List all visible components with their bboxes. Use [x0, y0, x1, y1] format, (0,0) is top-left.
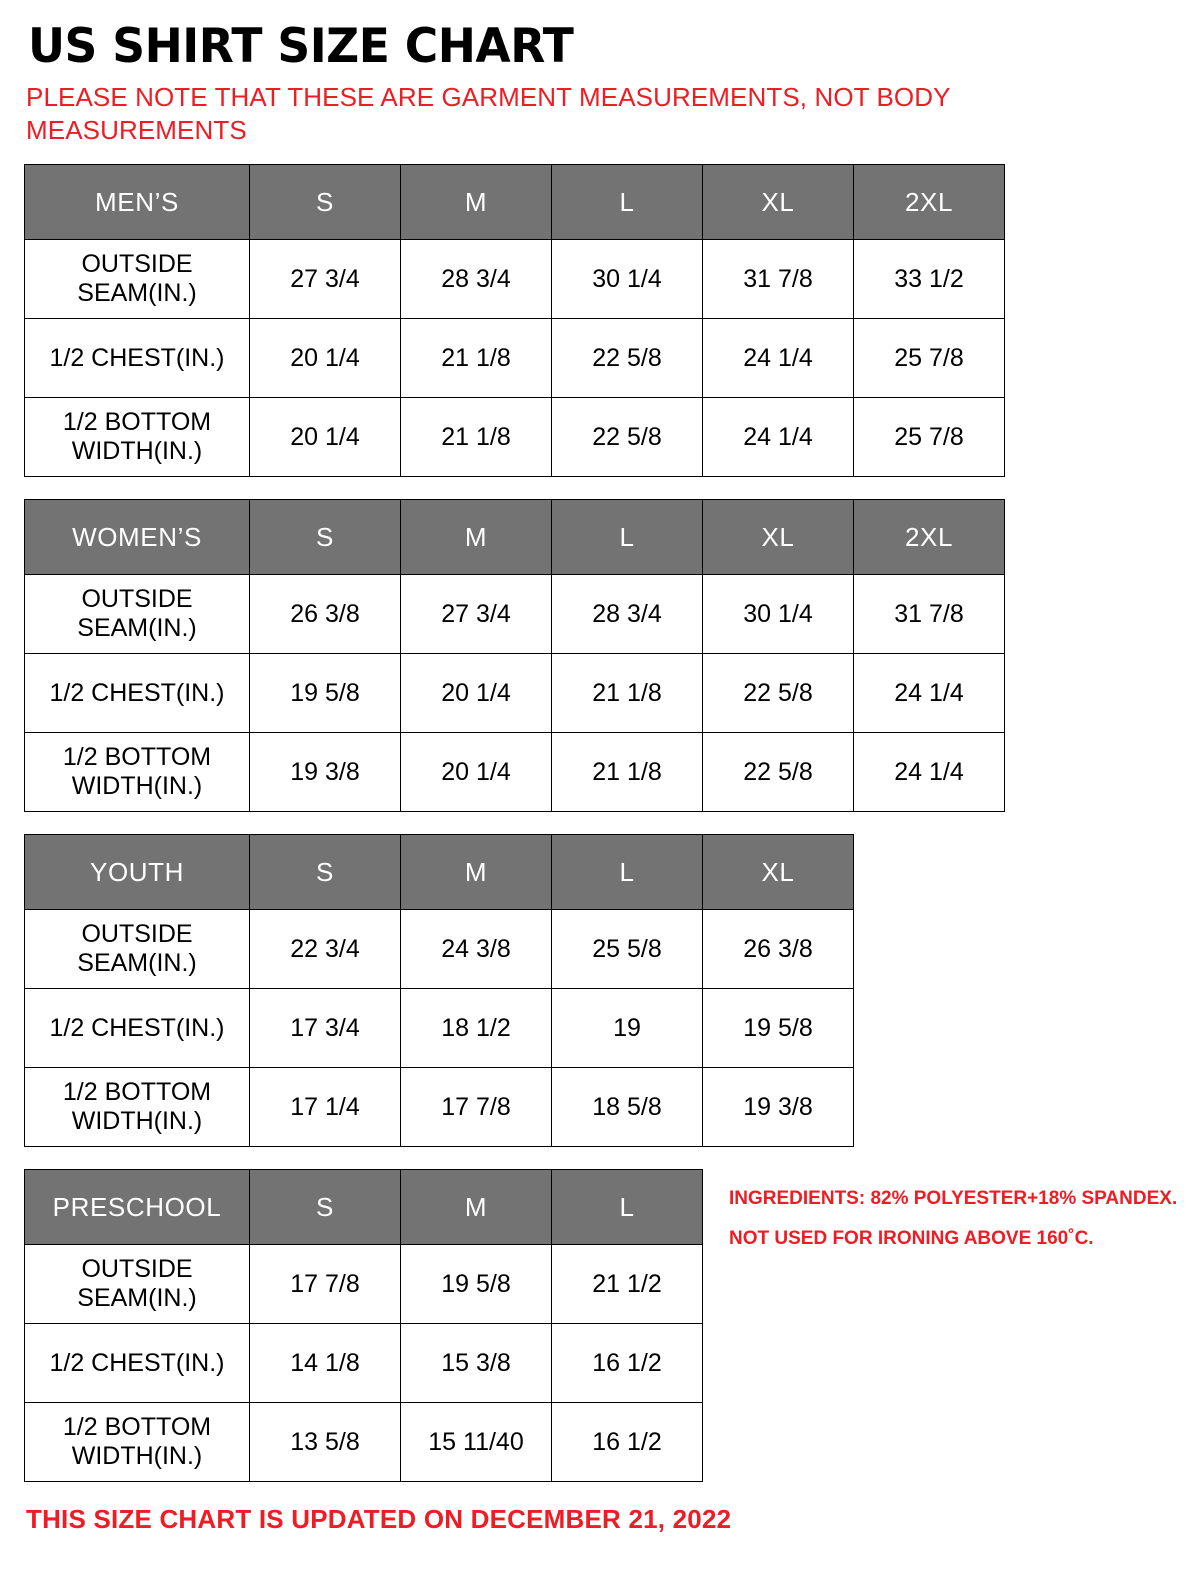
row-label: 1/2 CHEST(IN.) — [25, 654, 250, 733]
table-cell: 24 3/8 — [401, 910, 552, 989]
row-label: 1/2 BOTTOM WIDTH(IN.) — [25, 1403, 250, 1482]
table-cell: 17 7/8 — [250, 1245, 401, 1324]
row-label: 1/2 BOTTOM WIDTH(IN.) — [25, 398, 250, 477]
table-cell: 19 5/8 — [250, 654, 401, 733]
measurement-note: PLEASE NOTE THAT THESE ARE GARMENT MEASUREMENTS, NOT BODY MEASUREMENTS — [26, 82, 951, 145]
table-header-cell: XL — [703, 835, 854, 910]
table-cell: 16 1/2 — [552, 1324, 703, 1403]
table-cell: 15 11/40 — [401, 1403, 552, 1482]
table-row — [25, 733, 1005, 812]
table-header-cell: M — [401, 835, 552, 910]
table-cell: 16 1/2 — [552, 1403, 703, 1482]
table-cell: 21 1/8 — [552, 654, 703, 733]
row-label: 1/2 CHEST(IN.) — [25, 1324, 250, 1403]
table-cell: 27 3/4 — [401, 575, 552, 654]
table-header-cell: S — [250, 835, 401, 910]
table-cell: 19 5/8 — [703, 989, 854, 1068]
table-header-cell: M — [401, 1170, 552, 1245]
table-header-cell: XL — [703, 500, 854, 575]
table-cell: 20 1/4 — [250, 398, 401, 477]
row-label: OUTSIDE SEAM(IN.) — [25, 910, 250, 989]
table-cell: 19 5/8 — [401, 1245, 552, 1324]
table-row — [25, 398, 1005, 477]
table-cell: 20 1/4 — [401, 654, 552, 733]
row-label: OUTSIDE SEAM(IN.) — [25, 1245, 250, 1324]
table-header-cell: L — [552, 1170, 703, 1245]
table-cell: 28 3/4 — [401, 240, 552, 319]
ingredients-line-1: INGREDIENTS: 82% POLYESTER+18% SPANDEX. — [729, 1188, 1178, 1210]
table-row — [25, 910, 854, 989]
table-cell: 17 1/4 — [250, 1068, 401, 1147]
table-cell: 25 7/8 — [854, 398, 1005, 477]
table-cell: 31 7/8 — [854, 575, 1005, 654]
youth-size-table — [24, 834, 854, 1147]
table-cell: 18 5/8 — [552, 1068, 703, 1147]
row-label: 1/2 BOTTOM WIDTH(IN.) — [25, 733, 250, 812]
table-cell: 22 5/8 — [703, 654, 854, 733]
row-label: 1/2 BOTTOM WIDTH(IN.) — [25, 1068, 250, 1147]
table-header-cell: 2XL — [854, 165, 1005, 240]
table-header-cell: 2XL — [854, 500, 1005, 575]
table-cell: 22 3/4 — [250, 910, 401, 989]
table-cell: 33 1/2 — [854, 240, 1005, 319]
table-cell: 30 1/4 — [703, 575, 854, 654]
table-cell: 21 1/8 — [401, 319, 552, 398]
table-cell: 21 1/2 — [552, 1245, 703, 1324]
table-row — [25, 575, 1005, 654]
table-cell: 17 3/4 — [250, 989, 401, 1068]
table-cell: 24 1/4 — [854, 733, 1005, 812]
row-label: 1/2 CHEST(IN.) — [25, 319, 250, 398]
table-cell: 22 5/8 — [552, 319, 703, 398]
row-label: 1/2 CHEST(IN.) — [25, 989, 250, 1068]
table-cell: 18 1/2 — [401, 989, 552, 1068]
table-cell: 25 7/8 — [854, 319, 1005, 398]
table-row — [25, 1068, 854, 1147]
update-footer: THIS SIZE CHART IS UPDATED ON DECEMBER 21, 2022 — [26, 1504, 732, 1535]
womens-size-table — [24, 499, 1005, 812]
table-header-cell: S — [250, 500, 401, 575]
ingredients-note — [729, 1179, 1177, 1259]
table-header-cell: PRESCHOOL — [25, 1170, 250, 1245]
table-row — [25, 1245, 703, 1324]
ingredients-line-2: NOT USED FOR IRONING ABOVE 160˚C. — [729, 1228, 1094, 1250]
table-cell: 15 3/8 — [401, 1324, 552, 1403]
table-cell: 13 5/8 — [250, 1403, 401, 1482]
table-cell: 24 1/4 — [703, 319, 854, 398]
table-header-row — [25, 500, 1005, 575]
table-row — [25, 654, 1005, 733]
table-header-cell: XL — [703, 165, 854, 240]
table-header-cell: M — [401, 165, 552, 240]
table-header-cell: S — [250, 1170, 401, 1245]
table-cell: 30 1/4 — [552, 240, 703, 319]
table-header-cell: L — [552, 835, 703, 910]
table-cell: 14 1/8 — [250, 1324, 401, 1403]
table-row — [25, 319, 1005, 398]
row-label: OUTSIDE SEAM(IN.) — [25, 240, 250, 319]
table-header-cell: M — [401, 500, 552, 575]
table-row — [25, 240, 1005, 319]
table-cell: 21 1/8 — [401, 398, 552, 477]
table-row — [25, 1324, 703, 1403]
preschool-size-table — [24, 1169, 703, 1482]
table-header-row — [25, 1170, 703, 1245]
table-header-cell: L — [552, 500, 703, 575]
page-title: US SHIRT SIZE CHART — [28, 19, 574, 74]
table-cell: 28 3/4 — [552, 575, 703, 654]
table-cell: 25 5/8 — [552, 910, 703, 989]
table-row — [25, 1403, 703, 1482]
table-cell: 20 1/4 — [401, 733, 552, 812]
mens-size-table — [24, 164, 1005, 477]
table-cell: 26 3/8 — [250, 575, 401, 654]
table-row — [25, 989, 854, 1068]
table-cell: 24 1/4 — [854, 654, 1005, 733]
table-header-cell: S — [250, 165, 401, 240]
table-cell: 20 1/4 — [250, 319, 401, 398]
table-header-cell: WOMEN’S — [25, 500, 250, 575]
table-cell: 22 5/8 — [552, 398, 703, 477]
table-header-row — [25, 165, 1005, 240]
table-header-cell: MEN’S — [25, 165, 250, 240]
table-cell: 19 3/8 — [250, 733, 401, 812]
table-cell: 24 1/4 — [703, 398, 854, 477]
table-header-cell: L — [552, 165, 703, 240]
table-cell: 22 5/8 — [703, 733, 854, 812]
table-cell: 19 — [552, 989, 703, 1068]
table-cell: 31 7/8 — [703, 240, 854, 319]
table-cell: 21 1/8 — [552, 733, 703, 812]
table-cell: 27 3/4 — [250, 240, 401, 319]
preschool-section — [24, 1169, 1176, 1482]
table-cell: 26 3/8 — [703, 910, 854, 989]
table-header-cell: YOUTH — [25, 835, 250, 910]
table-header-row — [25, 835, 854, 910]
table-cell: 17 7/8 — [401, 1068, 552, 1147]
table-cell: 19 3/8 — [703, 1068, 854, 1147]
row-label: OUTSIDE SEAM(IN.) — [25, 575, 250, 654]
